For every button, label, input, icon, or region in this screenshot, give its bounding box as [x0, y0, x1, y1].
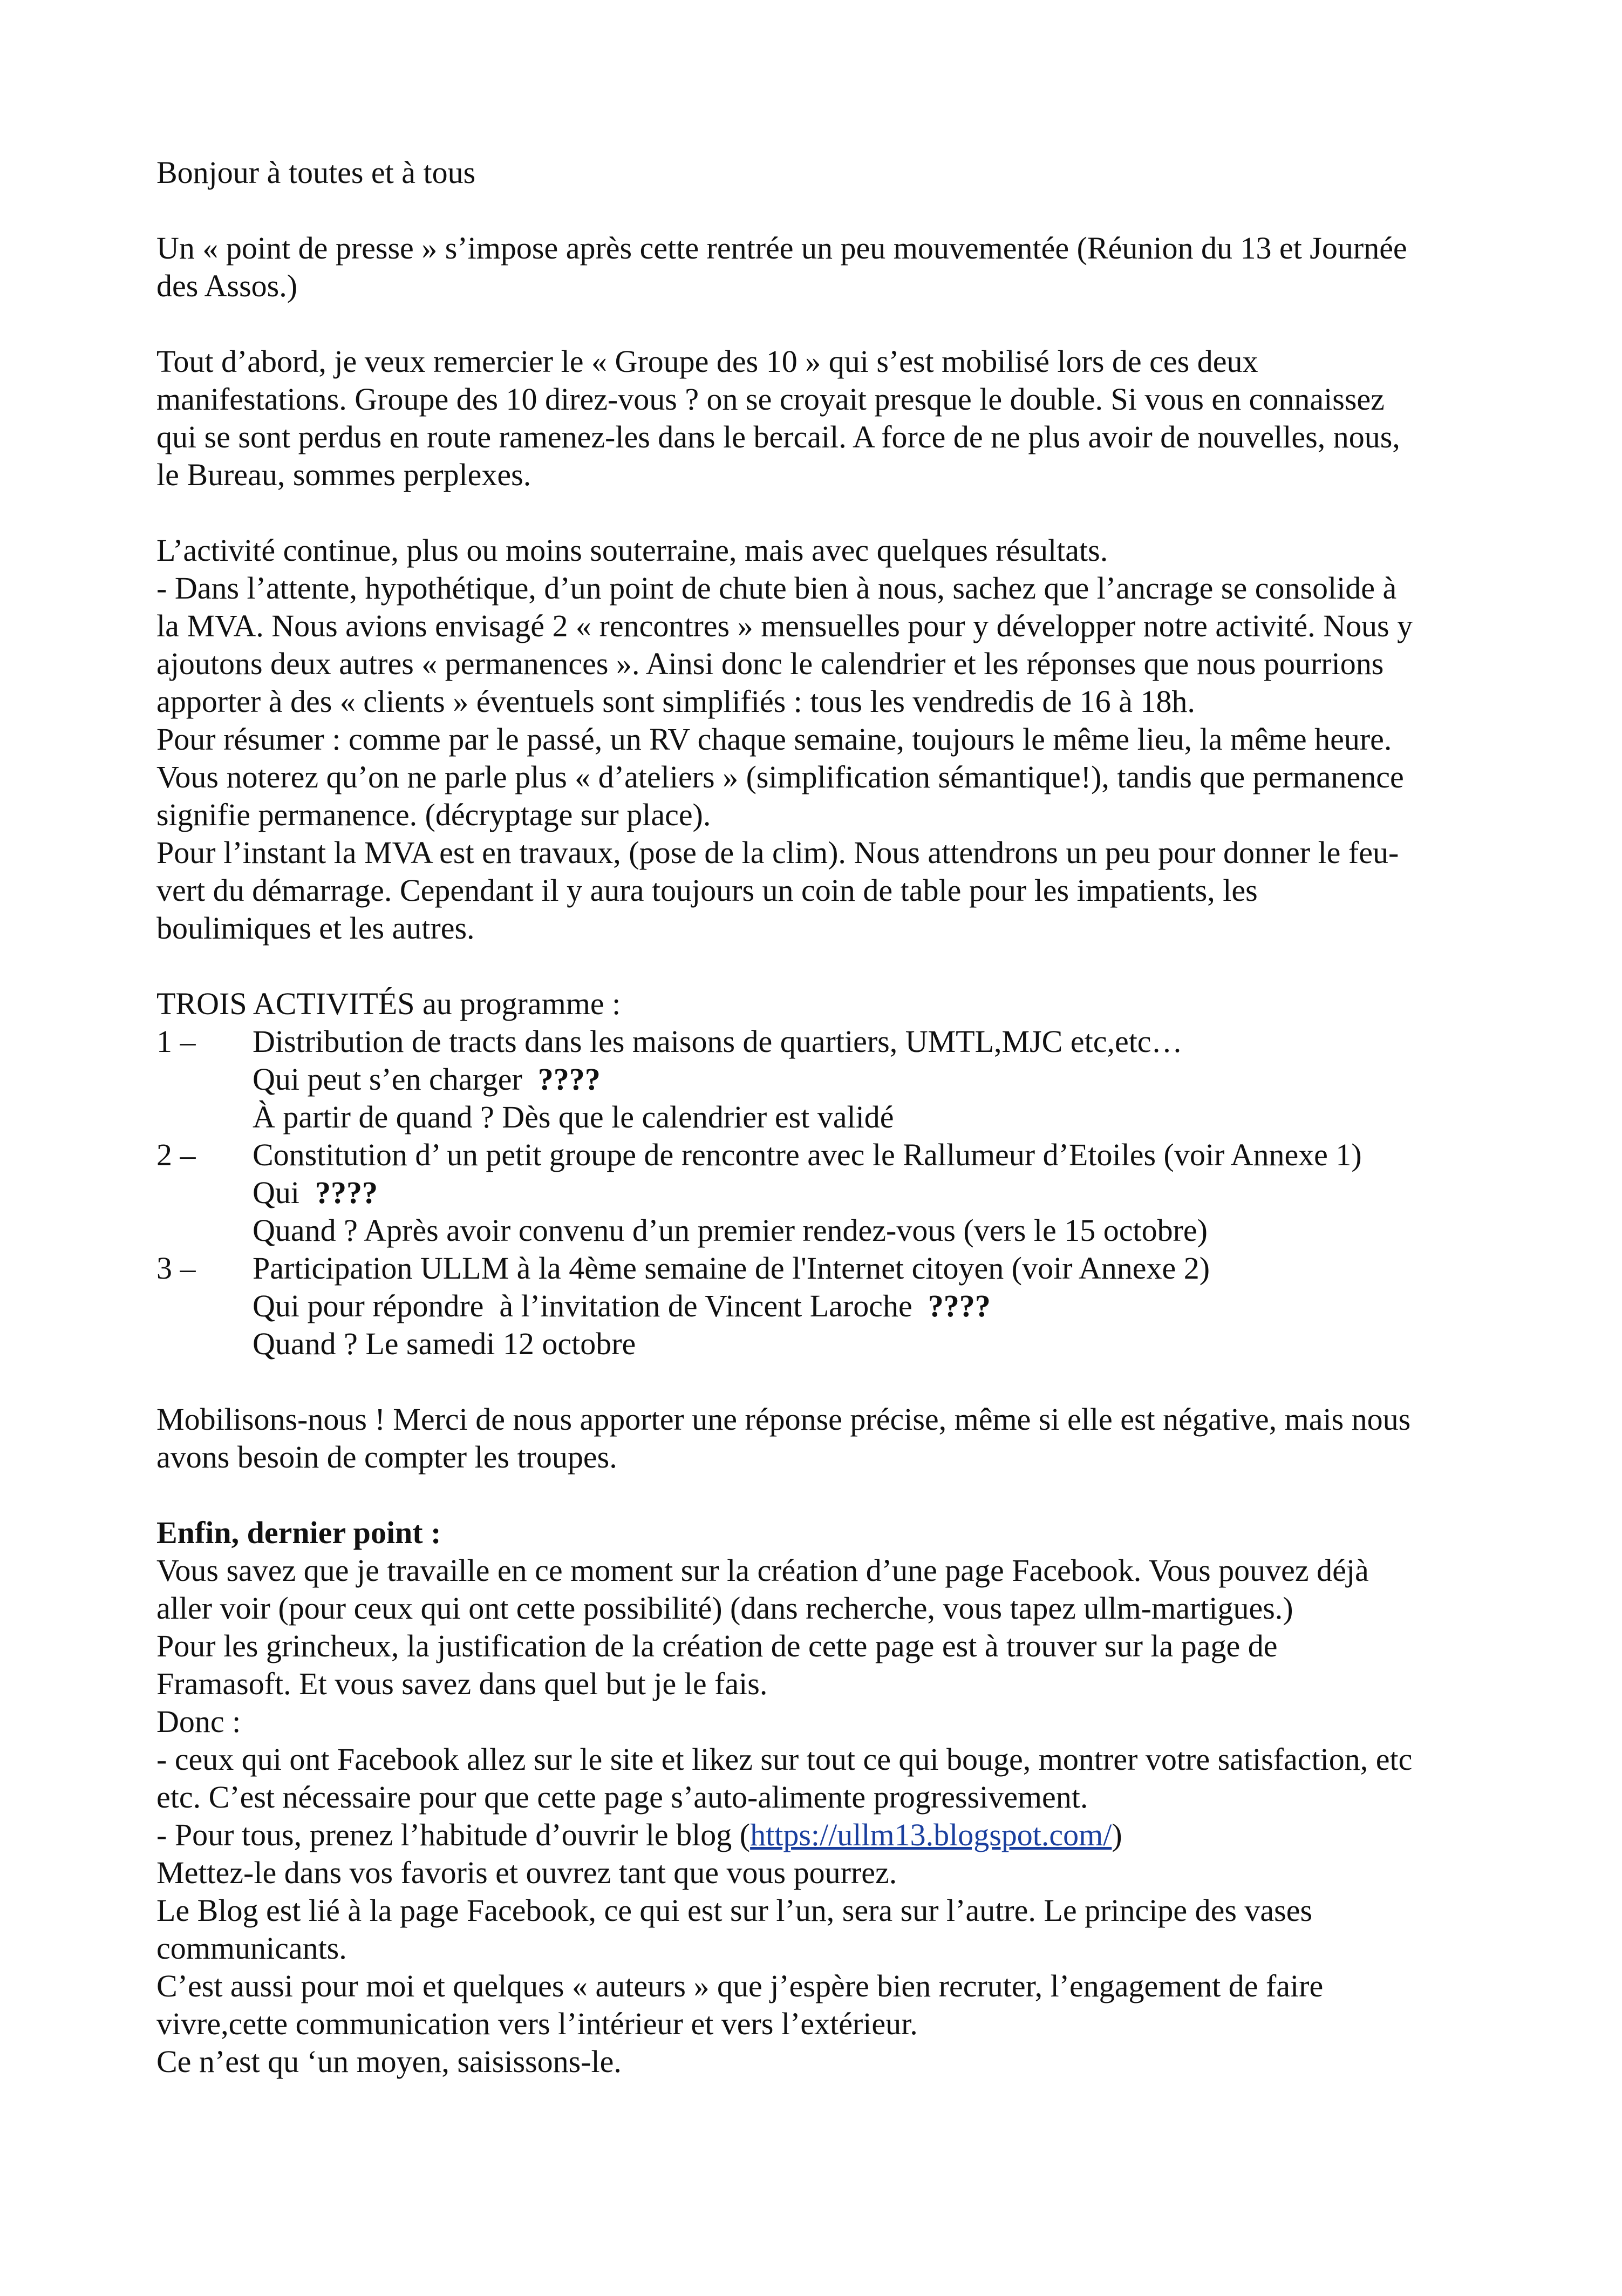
text-line: Vous savez que je travaille en ce moment sur la création d’une page Facebook. Vous pouvez déjà: [156, 1553, 1369, 1588]
text-line: ajoutons deux autres « permanences ». Ainsi donc le calendrier et les réponses que nous pourrions: [156, 646, 1384, 681]
text-line: apporter à des « clients » éventuels sont simplifiés : tous les vendredis de 16 à 18h.: [156, 684, 1195, 719]
text-line: manifestations. Groupe des 10 direz-vous ? on se croyait presque le double. Si vous en connaissez: [156, 382, 1385, 417]
program-section: [156, 985, 1484, 1363]
text-line: Tout d’abord, je veux remercier le « Groupe des 10 » qui s’est mobilisé lors de ces deux: [156, 344, 1258, 379]
list-item-title: Constitution d’ un petit groupe de rencontre avec le Rallumeur d’Etoiles (voir Annexe 1): [253, 1137, 1362, 1172]
text-line: vert du démarrage. Cependant il y aura toujours un coin de table pour les impatients, les: [156, 873, 1258, 908]
list-item-title: Distribution de tracts dans les maisons de quartiers, UMTL,MJC etc,etc…: [253, 1024, 1183, 1059]
blog-line-prefix: - Pour tous, prenez l’habitude d’ouvrir le blog (: [156, 1817, 751, 1852]
who-text: Qui peut s’en charger: [253, 1062, 538, 1097]
list-row: [156, 1136, 1484, 1174]
blog-line: [156, 1816, 1484, 1854]
text-line: des Assos.): [156, 268, 298, 303]
who-text: Qui pour répondre à l’invitation de Vincent Laroche: [253, 1288, 928, 1323]
final-heading: Enfin, dernier point :: [156, 1515, 441, 1550]
who-unknown: ????: [928, 1288, 991, 1323]
list-row: [156, 1023, 1484, 1061]
who-unknown: ????: [537, 1062, 601, 1097]
thanks-paragraph: [156, 343, 1484, 494]
spacer: [156, 494, 1484, 532]
spacer: [156, 1363, 1484, 1401]
text-line: Ce n’est qu ‘un moyen, saisissons-le.: [156, 2044, 622, 2079]
blog-line-suffix: ): [1112, 1817, 1122, 1852]
spacer: [156, 947, 1484, 985]
text-line: qui se sont perdus en route ramenez-les dans le bercail. A force de ne plus avoir de nouvelles, nous,: [156, 419, 1400, 454]
greeting: Bonjour à toutes et à tous: [156, 155, 476, 190]
text-line: aller voir (pour ceux qui ont cette possibilité) (dans recherche, vous tapez ullm-martigues.): [156, 1591, 1293, 1626]
blog-link[interactable]: https://ullm13.blogspot.com/: [750, 1817, 1112, 1852]
list-item-who: [156, 1287, 1484, 1325]
list-row: [156, 1249, 1484, 1287]
program-item: [156, 1136, 1484, 1249]
list-item-who: [156, 1061, 1484, 1098]
program-item: [156, 1249, 1484, 1363]
text-line: avons besoin de compter les troupes.: [156, 1439, 617, 1475]
activity-paragraph: [156, 532, 1484, 947]
text-line: boulimiques et les autres.: [156, 911, 475, 946]
list-item-when: Quand ? Le samedi 12 octobre: [253, 1326, 636, 1361]
list-item-title: Participation ULLM à la 4ème semaine de l'Internet citoyen (voir Annexe 2): [253, 1251, 1210, 1286]
text-line: vivre,cette communication vers l’intérieur et vers l’extérieur.: [156, 2006, 918, 2041]
intro-paragraph: [156, 229, 1484, 305]
list-number: 1 –: [156, 1024, 196, 1059]
text-line: C’est aussi pour moi et quelques « auteurs » que j’espère bien recruter, l’engagement de faire: [156, 1968, 1324, 2003]
mobilize-paragraph: [156, 1401, 1484, 1476]
list-item-when: Quand ? Après avoir convenu d’un premier rendez-vous (vers le 15 octobre): [253, 1213, 1208, 1248]
text-line: etc. C’est nécessaire pour que cette page s’auto-alimente progressivement.: [156, 1779, 1088, 1815]
text-line: signifie permanence. (décryptage sur place).: [156, 797, 711, 832]
text-line: Le Blog est lié à la page Facebook, ce qui est sur l’un, sera sur l’autre. Le principe des vases: [156, 1893, 1313, 1928]
text-line: Donc :: [156, 1704, 241, 1739]
spacer: [156, 1476, 1484, 1514]
text-line: Mettez-le dans vos favoris et ouvrez tant que vous pourrez.: [156, 1855, 897, 1890]
list-number: 3 –: [156, 1251, 196, 1286]
text-line: Framasoft. Et vous savez dans quel but je le fais.: [156, 1666, 768, 1701]
text-line: Un « point de presse » s’impose après cette rentrée un peu mouvementée (Réunion du 13 et Journée: [156, 230, 1407, 266]
program-item: [156, 1023, 1484, 1136]
who-unknown: ????: [315, 1175, 378, 1210]
text-line: - ceux qui ont Facebook allez sur le site et likez sur tout ce qui bouge, montrer votre satisfaction, etc: [156, 1742, 1413, 1777]
text-line: Pour l’instant la MVA est en travaux, (pose de la clim). Nous attendrons un peu pour donner le feu-: [156, 835, 1399, 870]
document-body: [156, 154, 1484, 2081]
text-line: Pour résumer : comme par le passé, un RV chaque semaine, toujours le même lieu, la même heure.: [156, 722, 1392, 757]
final-section: [156, 1514, 1484, 2081]
text-line: - Dans l’attente, hypothétique, d’un point de chute bien à nous, sachez que l’ancrage se consolide à: [156, 570, 1397, 606]
list-item-who: [156, 1174, 1484, 1212]
list-item-when: À partir de quand ? Dès que le calendrier est validé: [253, 1099, 894, 1135]
text-line: communicants.: [156, 1931, 347, 1966]
spacer: [156, 192, 1484, 229]
text-line: L’activité continue, plus ou moins souterraine, mais avec quelques résultats.: [156, 533, 1108, 568]
list-number: 2 –: [156, 1137, 196, 1172]
spacer: [156, 305, 1484, 343]
text-line: Mobilisons-nous ! Merci de nous apporter une réponse précise, même si elle est négative, mais nous: [156, 1402, 1411, 1437]
who-text: Qui: [253, 1175, 315, 1210]
text-line: la MVA. Nous avions envisagé 2 « rencontres » mensuelles pour y développer notre activité. Nous y: [156, 608, 1413, 643]
program-heading: TROIS ACTIVITÉS au programme :: [156, 986, 621, 1021]
text-line: Vous noterez qu’on ne parle plus « d’ateliers » (simplification sémantique!), tandis que permanence: [156, 759, 1404, 794]
text-line: le Bureau, sommes perplexes.: [156, 457, 531, 492]
text-line: Pour les grincheux, la justification de la création de cette page est à trouver sur la page de: [156, 1628, 1278, 1663]
